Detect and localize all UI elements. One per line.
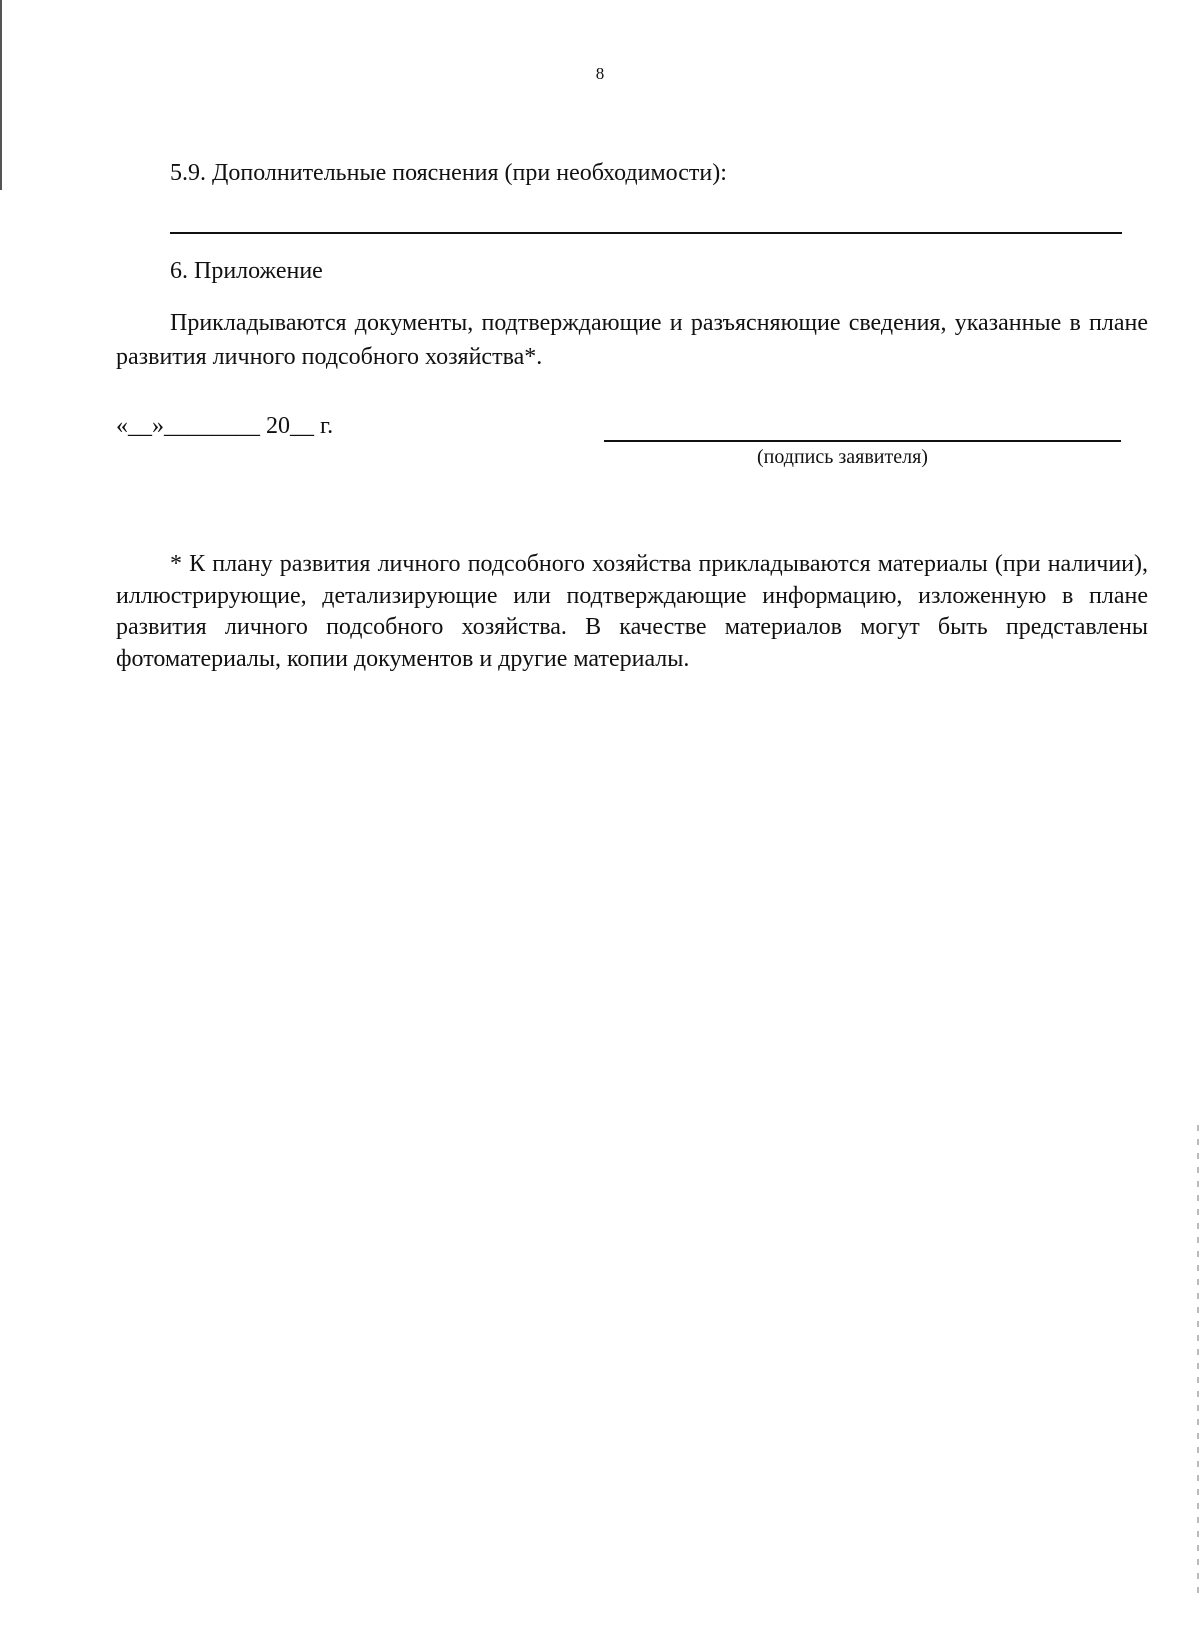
section-5-9-label: 5.9. Дополнительные пояснения (при необходимости): (170, 160, 727, 186)
explanations-fill-line (170, 232, 1122, 234)
date-line: «__»________ 20__ г. (116, 413, 334, 439)
section-6-heading: 6. Приложение (170, 258, 323, 284)
footnote: * К плану развития личного подсобного хозяйства прикладываются материалы (при наличии), иллюстрирующие, детализирующие или подтверждающие информацию, изложенную в плане развития личного подсобного хозяйства. В качестве материалов могут быть представлены фотоматериалы, копии документов и другие материалы. (116, 551, 1148, 672)
attachments-paragraph: Прикладываются документы, подтверждающие и разъясняющие сведения, указанные в плане развития личного подсобного хозяйства*. (116, 310, 1148, 370)
scan-edge-left (0, 0, 2, 190)
page-number: 8 (595, 64, 605, 83)
scan-edge-right (1197, 1125, 1199, 1595)
signature-line (604, 440, 1121, 442)
signature-caption: (подпись заявителя) (757, 446, 928, 468)
